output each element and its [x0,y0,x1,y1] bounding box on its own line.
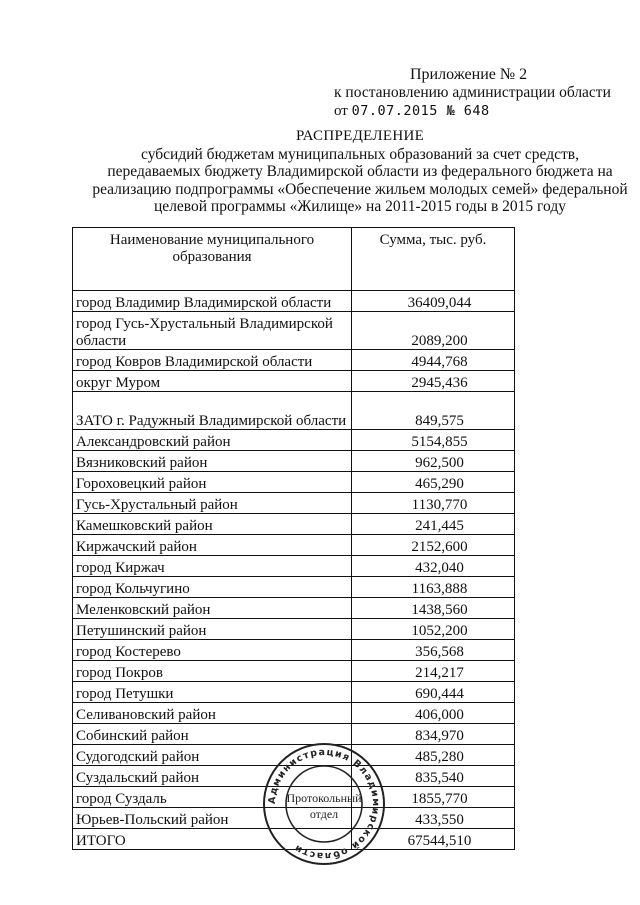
table-row [73,350,515,371]
appendix-title: Приложение № 2 [410,66,528,83]
row-sum: 849,575 [352,392,515,430]
row-name: Юрьев-Польский район [73,808,352,829]
row-name: город Петушки [73,682,352,703]
row-name: Меленковский район [73,598,352,619]
row-sum: 1855,770 [352,787,515,808]
stamp-ring-text: Администрация Владимирской области [266,746,382,862]
header-name: Наименование муниципального образования [73,228,352,291]
header-sum: Сумма, тыс. руб. [352,228,515,291]
table-row [73,291,515,312]
row-sum: 5154,855 [352,430,515,451]
table-row [73,661,515,682]
row-sum: 1052,200 [352,619,515,640]
row-name: город Костерево [73,640,352,661]
row-sum: 485,280 [352,745,515,766]
table-row [73,472,515,493]
table-row [73,535,515,556]
appendix-date-line [334,102,624,120]
row-sum: 1163,888 [352,577,515,598]
row-sum: 1130,770 [352,493,515,514]
row-name: город Суздаль [73,787,352,808]
row-sum: 432,040 [352,556,515,577]
row-name: Александровский район [73,430,352,451]
row-name: Петушинский район [73,619,352,640]
appendix-reference: к постановлению администрации области [334,84,611,101]
row-sum: 356,568 [352,640,515,661]
row-sum: 834,970 [352,724,515,745]
row-sum: 1438,560 [352,598,515,619]
row-name: Собинский район [73,724,352,745]
total-sum: 67544,510 [352,829,515,850]
row-name: Гороховецкий район [73,472,352,493]
heading-title: РАСПРЕДЕЛЕНИЕ [295,128,425,144]
table-row [73,312,515,350]
table-row [73,682,515,703]
stamp-center-line-1: Протокольный [286,791,362,805]
row-sum: 962,500 [352,451,515,472]
table-row [73,392,515,430]
row-name: ЗАТО г. Радужный Владимирской области [73,392,352,430]
row-sum: 690,444 [352,682,515,703]
row-sum: 2945,436 [352,371,515,392]
row-name: город Владимир Владимирской области [73,291,352,312]
row-name: город Кольчугино [73,577,352,598]
heading-line-3: реализацию подпрограммы «Обеспечение жильем молодых семей» федеральной [92,180,628,198]
office-stamp [262,742,386,866]
document-heading [90,128,630,216]
table-row [73,451,515,472]
appendix-block [334,66,624,120]
table-row [73,371,515,392]
row-sum: 36409,044 [352,291,515,312]
row-name: город Киржач [73,556,352,577]
table-row [73,493,515,514]
row-sum: 835,540 [352,766,515,787]
row-name: город Покров [73,661,352,682]
table-row [73,577,515,598]
table-row [73,598,515,619]
table-row [73,703,515,724]
row-name: город Гусь-Хрустальный Владимирской области [73,312,352,350]
heading-line-1: субсидий бюджетам муниципальных образований за счет средств, [141,145,579,163]
row-name: город Ковров Владимирской области [73,350,352,371]
row-name: Вязниковский район [73,451,352,472]
table-row [73,430,515,451]
table-row [73,619,515,640]
row-sum: 406,000 [352,703,515,724]
table-row [73,514,515,535]
row-sum: 2089,200 [352,312,515,350]
row-name: округ Муром [73,371,352,392]
row-name: Селивановский район [73,703,352,724]
row-sum: 465,290 [352,472,515,493]
stamp-center-line-2: отдел [309,807,339,821]
row-name: Киржачский район [73,535,352,556]
appendix-date-prefix: от [334,103,348,119]
appendix-date-value: 07.07.2015 № 648 [351,103,490,119]
heading-line-4: целевой программы «Жилище» на 2011-2015 годы в 2015 году [154,198,566,215]
table-row [73,556,515,577]
heading-line-2: передаваемых бюджету Владимирской области из федерального бюджета на [107,163,613,180]
row-sum: 4944,768 [352,350,515,371]
table-row [73,640,515,661]
row-sum: 2152,600 [352,535,515,556]
total-label: ИТОГО [73,829,352,850]
row-name: Судогодский район [73,745,352,766]
row-sum: 241,445 [352,514,515,535]
row-name: Суздальский район [73,766,352,787]
table-header-row [73,228,515,291]
row-name: Гусь-Хрустальный район [73,493,352,514]
row-sum: 214,217 [352,661,515,682]
row-sum: 433,550 [352,808,515,829]
row-name: Камешковский район [73,514,352,535]
